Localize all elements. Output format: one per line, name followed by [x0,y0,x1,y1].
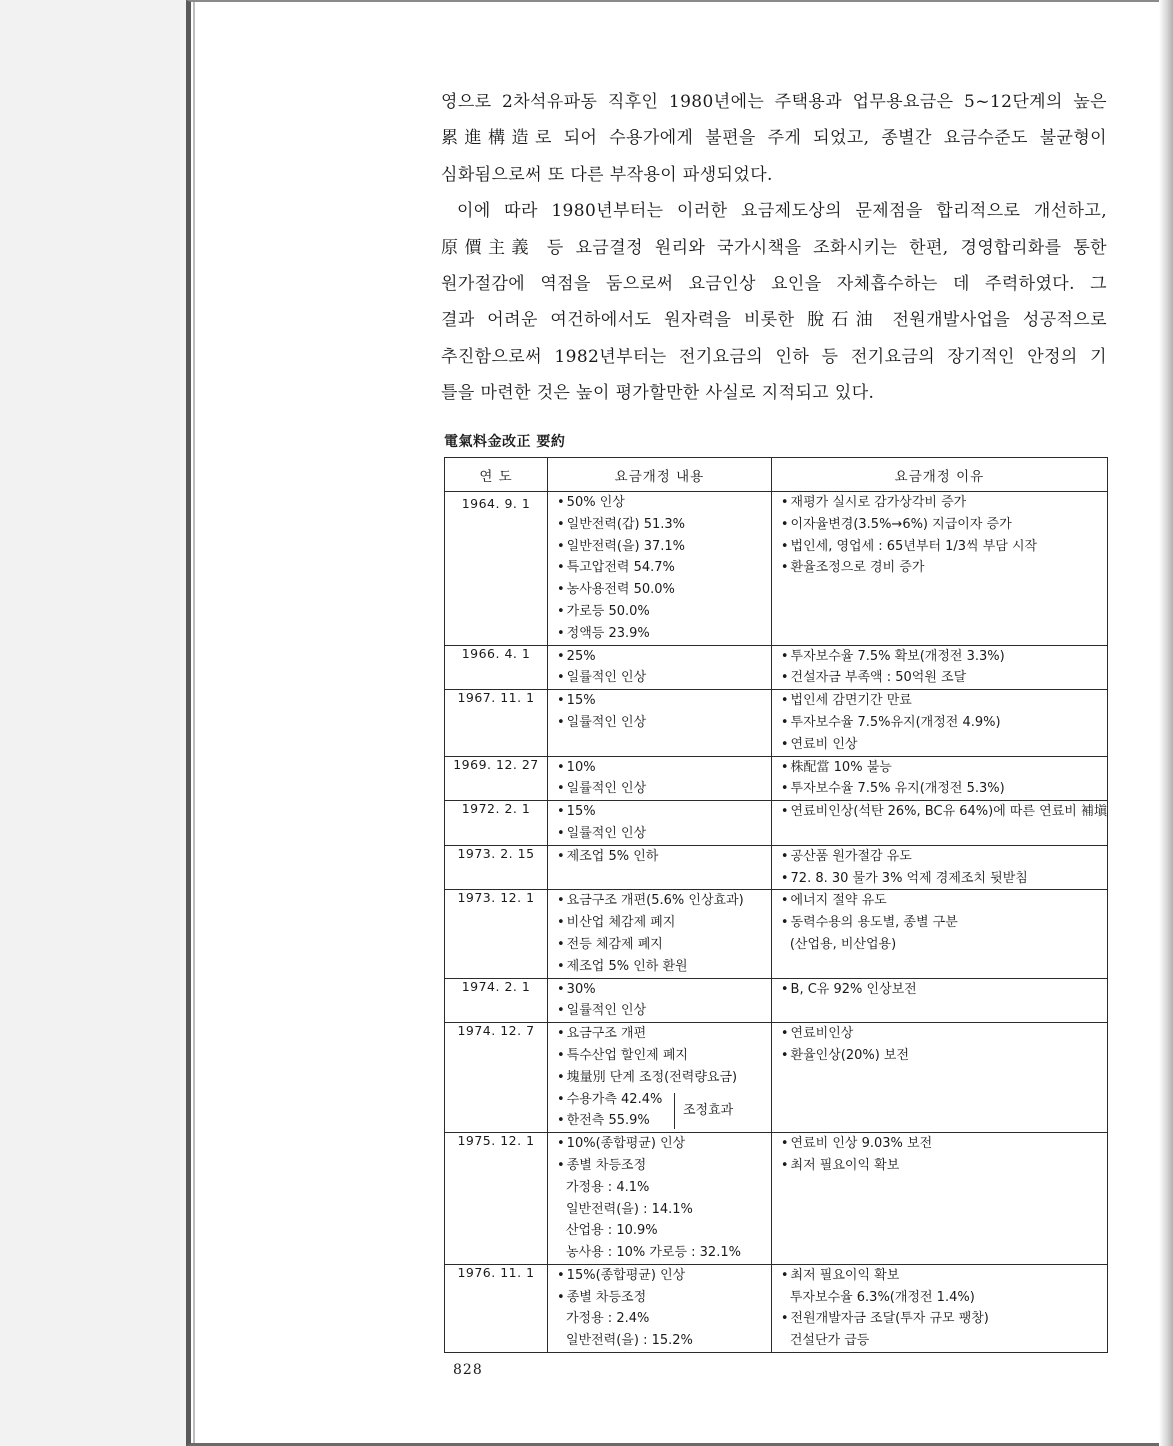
table-row [445,801,1108,846]
sub-item: 산업용 : 10.9% [566,1223,658,1239]
sub-item: 가정용 : 4.1% [566,1179,650,1195]
cell-content [548,1023,772,1133]
bullet-item: • 일률적인 인상 [548,778,771,800]
cell-year: 1969. 12. 27 [445,756,548,801]
sub-item: 가정용 : 2.4% [566,1311,650,1327]
cell-content [548,690,772,756]
bullet-item: • 종별 차등조정 [548,1287,771,1309]
text-line: 原價主義 등 요금결정 원리와 국가시책을 조화시키는 한편, 경영합리화를 통한 [441,237,1107,258]
cell-reason [771,890,1107,978]
bullet-item: • 재평가 실시로 감가상각비 증가 [772,492,1107,514]
body-text [441,84,1107,412]
scan-left-margin [0,0,186,1446]
cell-reason [771,978,1107,1023]
cell-content [548,645,772,690]
cell-content [548,801,772,846]
page-edge-shadow [1159,0,1173,1446]
bullet-item: • 환율인상(20%) 보전 [772,1045,1107,1067]
table-title: 電氣料金改正 要約 [444,434,566,450]
sub-item: 일반전력(을) : 14.1% [566,1201,693,1217]
cell-year: 1974. 2. 1 [445,978,548,1023]
cell-year: 1966. 4. 1 [445,645,548,690]
cell-year: 1975. 12. 1 [445,1133,548,1265]
bullet-item: • 50% 인상 [548,492,771,514]
cell-reason [771,801,1107,846]
cell-content [548,756,772,801]
bullet-item: • B, C유 92% 인상보전 [772,979,1107,1001]
bullet-item: • 비산업 체감제 폐지 [548,912,771,934]
bracket-label: 조정효과 [674,1093,733,1129]
table-row [445,978,1108,1023]
table-header-row [445,458,1108,492]
rate-revision-table [444,457,1108,1353]
bullet-item: • 수용가측 42.4% [548,1089,771,1111]
text-line: 영으로 2차석유파동 직후인 1980년에는 주택용과 업무용요금은 5~12단계의 높은 [441,92,1107,112]
bullet-item: • 종별 차등조정 [548,1155,771,1177]
bullet-item: • 연료비 인상 9.03% 보전 [772,1133,1107,1155]
bullet-item: • 연료비인상 [772,1023,1107,1045]
bullet-item: • 농사용전력 50.0% [548,579,771,601]
cell-year: 1973. 12. 1 [445,890,548,978]
bullet-item: • 건설자금 부족액 : 50억원 조달 [772,667,1107,689]
bullet-item: • 제조업 5% 인하 [548,846,771,868]
bullet-item: • 연료비인상(석탄 26%, BC유 64%)에 따른 연료비 補塡 [772,801,1107,823]
bullet-item: • 15% [548,690,771,712]
bullet-item: • 특수산업 할인제 폐지 [548,1045,771,1067]
bullet-item: • 전원개발자금 조달(투자 규모 팽창) [772,1308,1107,1330]
table-row [445,645,1108,690]
cell-reason [771,645,1107,690]
sub-item: 투자보수율 6.3%(개정전 1.4%) [789,1289,975,1305]
cell-content [548,1133,772,1265]
bullet-item: • 30% [548,979,771,1001]
text-line: 틀을 마련한 것은 높이 평가할만한 사실로 지적되고 있다. [441,383,875,404]
bullet-item: • 이자율변경(3.5%→6%) 지급이자 증가 [772,514,1107,536]
bullet-item: • 株配當 10% 불능 [772,757,1107,779]
bullet-item: • 15% [548,801,771,823]
bullet-item: • 에너지 절약 유도 [772,890,1107,912]
cell-reason [771,1133,1107,1265]
bullet-item: • 10% [548,757,771,779]
cell-year: 1976. 11. 1 [445,1264,548,1352]
paragraph-2 [441,193,1107,411]
bullet-item: • 제조업 5% 인하 환원 [548,956,771,978]
bullet-item: • 塊量別 단계 조정(전력량요금) [548,1067,771,1089]
bullet-item: • 최저 필요이익 확보 [772,1265,1107,1287]
page-number: 828 [453,1362,483,1378]
sub-item: (산업용, 비산업용) [789,936,897,952]
bullet-item: • 전등 체감제 폐지 [548,934,771,956]
bullet-item: • 요금구조 개편(5.6% 인상효과) [548,890,771,912]
cell-year: 1964. 9. 1 [445,492,548,646]
text-line: 원가절감에 역점을 둠으로써 요금인상 요인을 자체흡수하는 데 주력하였다. 그 [441,274,1107,295]
bracket-group [548,1089,771,1133]
cell-reason [771,845,1107,890]
bullet-item: • 일률적인 인상 [548,1000,771,1022]
bullet-item: • 최저 필요이익 확보 [772,1155,1107,1177]
bullet-item: • 동력수용의 용도별, 종별 구분 [772,912,1107,934]
cell-year: 1972. 2. 1 [445,801,548,846]
bullet-item: • 정액등 23.9% [548,623,771,645]
text-line: 심화됨으로써 또 다른 부작용이 파생되었다. [441,164,773,185]
cell-reason [771,492,1107,646]
cell-reason [771,756,1107,801]
text-line: 이에 따라 1980년부터는 이러한 요금제도상의 문제점을 합리적으로 개선하고, [457,201,1107,222]
bullet-item: • 일률적인 인상 [548,667,771,689]
header-reason: 요금개정 이유 [771,458,1107,492]
text-line: 추진함으로써 1982년부터는 전기요금의 인하 등 전기요금의 장기적인 안정의 기 [441,346,1107,367]
cell-content [548,492,772,646]
text-line: 累進構造로 되어 수용가에게 불편을 주게 되었고, 종별간 요금수준도 불균형이 [441,128,1107,149]
cell-reason [771,1023,1107,1133]
cell-year: 1967. 11. 1 [445,690,548,756]
bullet-item: • 법인세, 영업세 : 65년부터 1/3씩 부담 시작 [772,536,1107,558]
bullet-item: • 72. 8. 30 물가 3% 억제 경제조치 뒷받침 [772,868,1107,890]
cell-year: 1974. 12. 7 [445,1023,548,1133]
table-row [445,1264,1108,1352]
cell-reason [771,1264,1107,1352]
bullet-item: • 환율조정으로 경비 증가 [772,557,1107,579]
header-content: 요금개정 내용 [548,458,772,492]
bullet-item: • 일반전력(을) 37.1% [548,536,771,558]
cell-content [548,890,772,978]
bullet-item: • 15%(종합평균) 인상 [548,1265,771,1287]
table-row [445,845,1108,890]
bullet-item: • 공산품 원가절감 유도 [772,846,1107,868]
bullet-item: • 일률적인 인상 [548,823,771,845]
bullet-item: • 일률적인 인상 [548,712,771,734]
cell-reason [771,690,1107,756]
paragraph-1 [441,84,1107,193]
cell-year: 1973. 2. 15 [445,845,548,890]
sub-item: 농사용 : 10% 가로등 : 32.1% [566,1245,741,1261]
bullet-item: • 가로등 50.0% [548,601,771,623]
bullet-item: • 투자보수율 7.5%유지(개정전 4.9%) [772,712,1107,734]
text-line: 결과 어려운 여건하에서도 원자력을 비롯한 脫石油 전원개발사업을 성공적으로 [441,310,1107,331]
table-row [445,1023,1108,1133]
bullet-item: • 요금구조 개편 [548,1023,771,1045]
bullet-item: • 특고압전력 54.7% [548,557,771,579]
bullet-item: • 한전측 55.9% [548,1110,771,1132]
cell-content [548,1264,772,1352]
header-year: 연 도 [445,458,548,492]
sub-item: 건설단가 급등 [789,1333,870,1349]
bullet-item: • 10%(종합평균) 인상 [548,1133,771,1155]
bullet-item: • 법인세 감면기간 만료 [772,690,1107,712]
cell-content [548,845,772,890]
table-row [445,1133,1108,1265]
bullet-item: • 연료비 인상 [772,734,1107,756]
cell-content [548,978,772,1023]
table-row [445,890,1108,978]
table-row [445,690,1108,756]
table-row [445,492,1108,646]
bullet-item: • 투자보수율 7.5% 확보(개정전 3.3%) [772,646,1107,668]
table-row [445,756,1108,801]
bullet-item: • 투자보수율 7.5% 유지(개정전 5.3%) [772,778,1107,800]
bullet-item: • 25% [548,646,771,668]
bullet-item: • 일반전력(갑) 51.3% [548,514,771,536]
sub-item: 일반전력(을) : 15.2% [566,1333,693,1349]
